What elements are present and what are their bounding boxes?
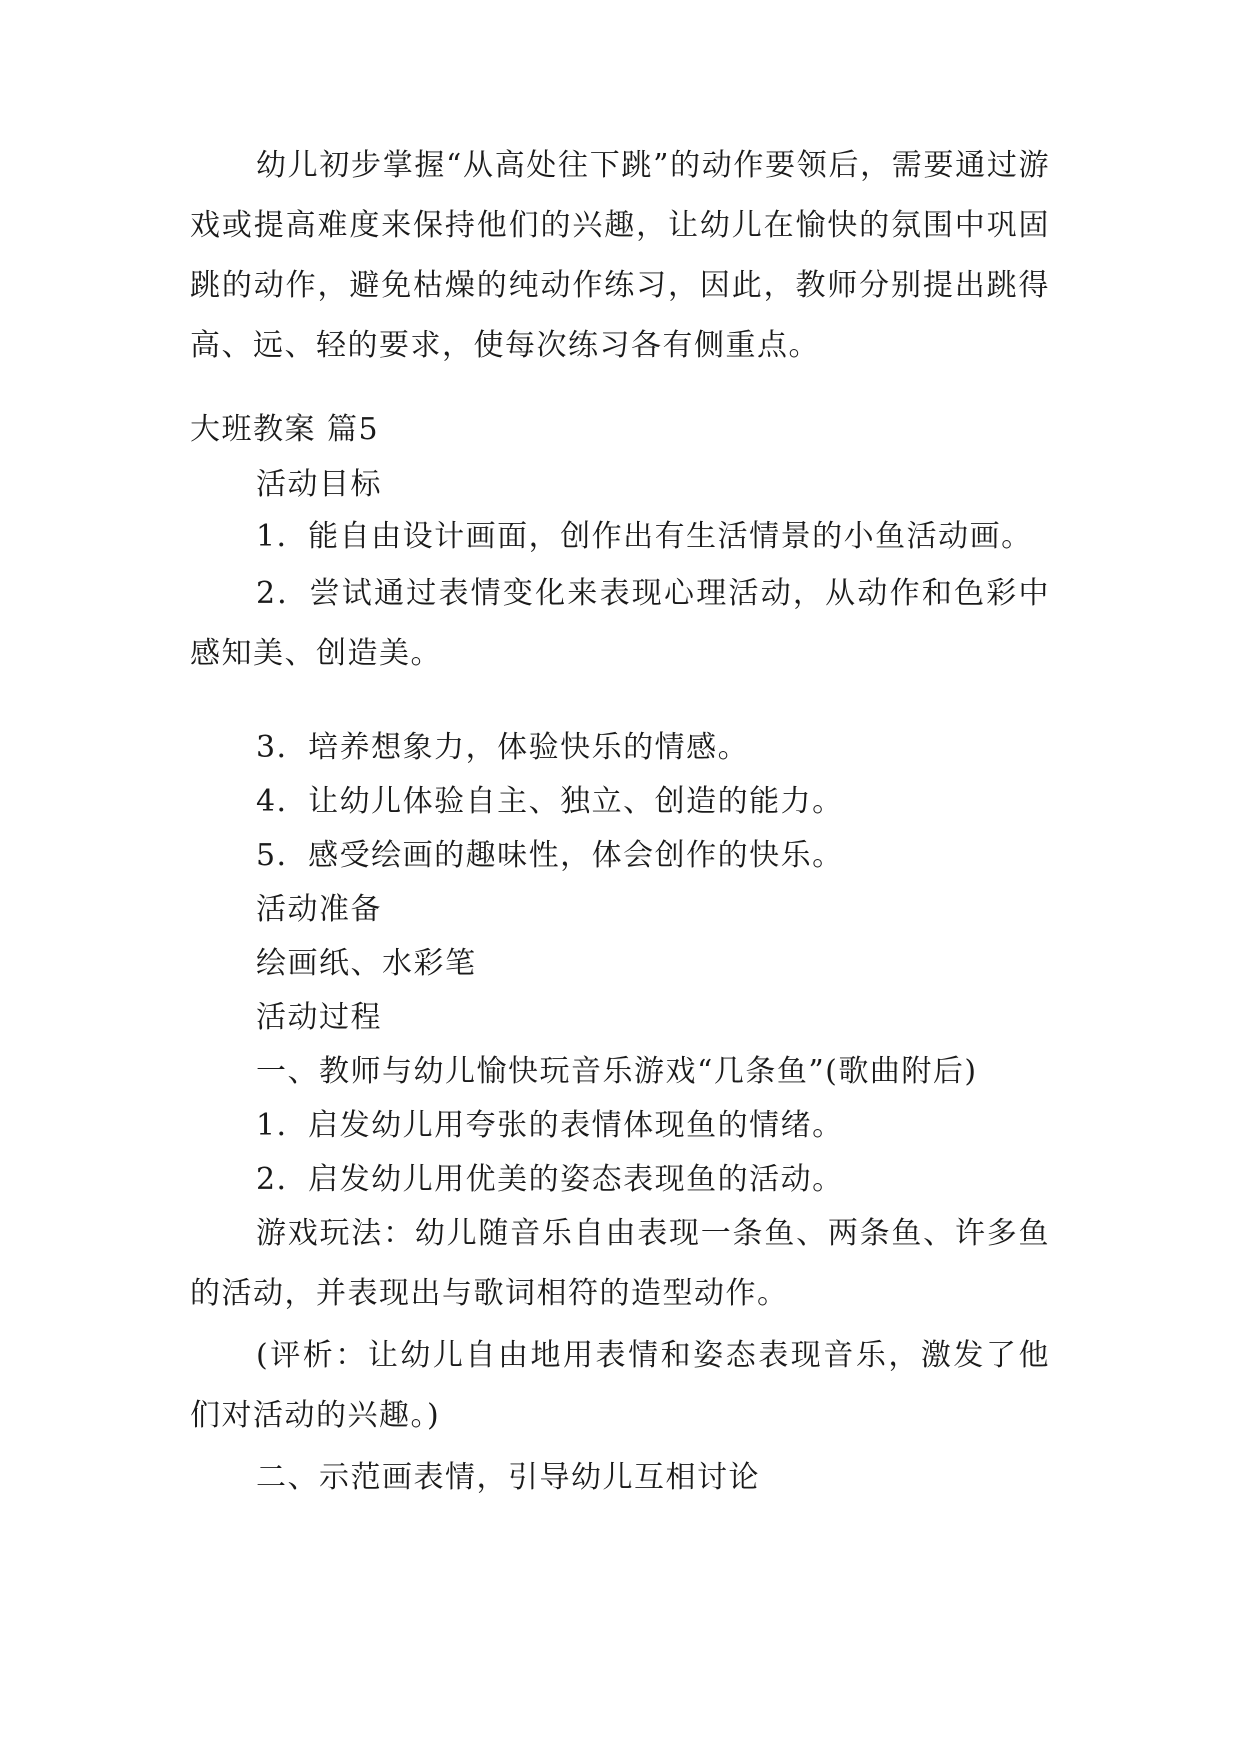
goal-item-3: 3．培养想象力，体验快乐的情感。 (256, 730, 750, 765)
prep-text: 绘画纸、水彩笔 (256, 946, 477, 981)
prep-heading: 活动准备 (256, 892, 382, 927)
process-heading: 活动过程 (256, 1000, 382, 1035)
analysis-paragraph: (评析：让幼儿自由地用表情和姿态表现音乐，激发了他们对活动的兴趣。) (190, 1338, 1050, 1433)
goal-item-4: 4．让幼儿体验自主、独立、创造的能力。 (256, 784, 844, 819)
goals-heading: 活动目标 (256, 467, 382, 502)
intro-paragraph: 幼儿初步掌握“从高处往下跳”的动作要领后，需要通过游戏或提高难度来保持他们的兴趣，让幼儿在愉快的氛围中巩固跳的动作，避免枯燥的纯动作练习，因此，教师分别提出跳得高、远、轻的要求，使每次练习各有侧重点。 (190, 148, 1050, 363)
step1-item-1: 1．启发幼儿用夸张的表情体现鱼的情绪。 (256, 1108, 844, 1143)
step2-title: 二、示范画表情，引导幼儿互相讨论 (256, 1460, 760, 1495)
game-rules-paragraph: 游戏玩法：幼儿随音乐自由表现一条鱼、两条鱼、许多鱼的活动，并表现出与歌词相符的造型动作。 (190, 1216, 1050, 1311)
step1-item-2: 2．启发幼儿用优美的姿态表现鱼的活动。 (256, 1162, 844, 1197)
step1-title: 一、教师与幼儿愉快玩音乐游戏“几条鱼”(歌曲附后) (256, 1054, 978, 1089)
goal-item-2: 2．尝试通过表情变化来表现心理活动，从动作和色彩中感知美、创造美。 (190, 576, 1050, 671)
section-title: 大班教案 篇5 (190, 412, 380, 447)
goal-item-5: 5．感受绘画的趣味性，体会创作的快乐。 (256, 838, 844, 873)
goal-item-1: 1．能自由设计画面，创作出有生活情景的小鱼活动画。 (256, 519, 1033, 554)
